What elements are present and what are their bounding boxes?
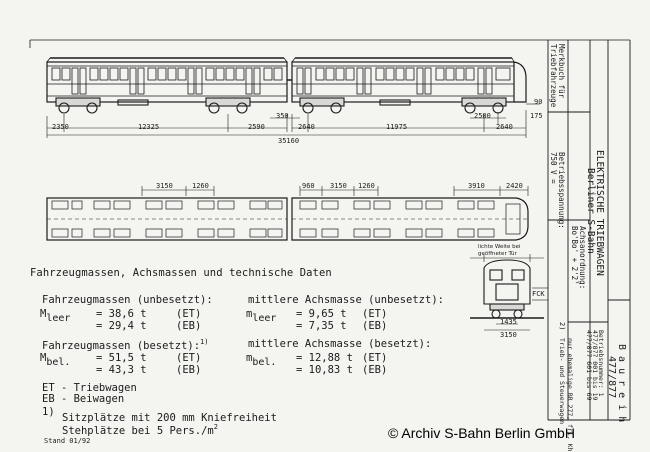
bogies-car-1 [56,98,250,113]
title-col3-line2: Bo'Bo' + 2'2' [570,226,579,285]
front-view-note: lichte Weite bei [478,244,521,250]
m-bel-et-tag: (ET) [176,352,202,364]
a-bel-et-tag: (ET) [362,352,388,364]
dim-label: 960 [302,182,315,190]
a-bel-symbol: $m_{bel.}$ [246,352,277,368]
footnote-line-2: Stehplätze bei 5 $Pers./m^2$ [62,423,218,437]
dim-label: 2350 [52,123,69,131]
dim-label: 3910 [468,182,485,190]
plan-view-car-1 [47,198,287,240]
side-view-dimension-lines [47,104,540,138]
dim-label: 350 [276,112,289,120]
title-col4-line3: Betriebsnummer: 1 [597,330,605,397]
title-col1-line2: Triebfahrzeuge [549,44,558,108]
m-leer-et-value: = 38,6 t [96,308,147,320]
dim-label: 1260 [192,182,209,190]
title-col5-line1: B a u r e i h [616,344,627,423]
a-bel-eb-value: = 10,83 t [296,364,353,376]
dim-label: 12325 [138,123,160,131]
a-leer-symbol: $m_{leer}$ [246,308,277,324]
title-col3-line1: Achsanordnung: [578,226,587,290]
title-col4-line2: Berliner S-Bahn [585,168,596,254]
dim-label: 2640 [298,123,315,131]
dim-label: 90 [534,98,543,106]
a-bel-eb-tag: (EB) [362,364,388,376]
dim-label: 11975 [386,123,408,131]
dim-label: 2420 [506,182,523,190]
section-heading: Fahrzeugmassen, Achsmassen und technische Daten [30,267,332,279]
dim-label: 1260 [358,182,375,190]
title-col3-extra2: Trieb- und Steuerwagen [558,338,566,425]
m-leer-et-tag: (ET) [176,308,202,320]
axle-empty-label: mittlere Achsmasse (unbesetzt): [248,294,444,306]
dim-label: 3150 [330,182,347,190]
a-leer-eb-tag: (EB) [362,320,388,332]
legend-eb: EB - Beiwagen [42,393,125,405]
footnote-line-1: Sitzplätze mit 200 mm Kniefreiheit [62,412,277,424]
side-view-car-1 [47,58,287,102]
a-bel-et-value: = 12,88 t [296,352,353,364]
m-leer-eb-value: = 29,4 t [96,320,147,332]
m-leer-eb-tag: (EB) [176,320,202,332]
m-bel-symbol: $M_{bel.}$ [40,352,71,368]
bogies-car-2 [300,98,506,113]
title-col2-line1: Betriebsspannung: [557,152,566,229]
stand-date: Stand 01/92 [44,437,91,445]
dim-label: 3150 [500,331,517,339]
m-leer-symbol: $M_{leer}$ [40,308,71,324]
title-col4-line1: ELEKTRISCHE TRIEBWAGEN [594,150,605,276]
m-bel-et-value: = 51,5 t [96,352,147,364]
title-col5-line2: 477/877 [606,356,617,399]
title-col2-line2: 750 V = [549,152,558,184]
copyright-watermark: © Archiv S-Bahn Berlin GmbH [388,425,575,441]
title-col3-note: 2) [558,322,566,331]
a-leer-et-tag: (ET) [362,308,388,320]
title-col4-line4: 477/877 001 bis 19 [591,330,599,401]
dim-label: 2640 [496,123,513,131]
m-bel-eb-value: = 43,3 t [96,364,147,376]
legend-et: ET - Triebwagen [42,382,137,394]
plan-view-car-2 [292,198,528,240]
axle-loaded-label: mittlere Achsmasse (besetzt): [248,338,432,350]
title-col3-extra: nur ehemalige BR 277, fri. Kh [566,338,574,452]
dim-label: FCK [532,290,545,298]
dim-label: 2500 [474,112,491,120]
m-bel-eb-tag: (EB) [176,364,202,376]
a-leer-et-value: = 9,65 t [296,308,347,320]
loaded-mass-label: Fahrzeugmassen (besetzt):$^{1)}$ [42,338,209,352]
front-view [470,260,544,318]
title-col4-line5: 477/877 601 bis 69 [585,330,593,401]
empty-mass-label: Fahrzeugmassen (unbesetzt): [42,294,213,306]
dim-label: 35160 [278,137,300,145]
a-leer-eb-value: = 7,35 t [296,320,347,332]
dim-label: 1435 [500,318,517,326]
dim-label: 3150 [156,182,173,190]
dim-label: 175 [530,112,543,120]
dim-label: 2590 [248,123,265,131]
front-view-note: geöffneter Tür [478,251,517,257]
title-col1-line1: Merkbuch für [557,44,566,99]
footnote-mark: 1) [42,406,55,418]
